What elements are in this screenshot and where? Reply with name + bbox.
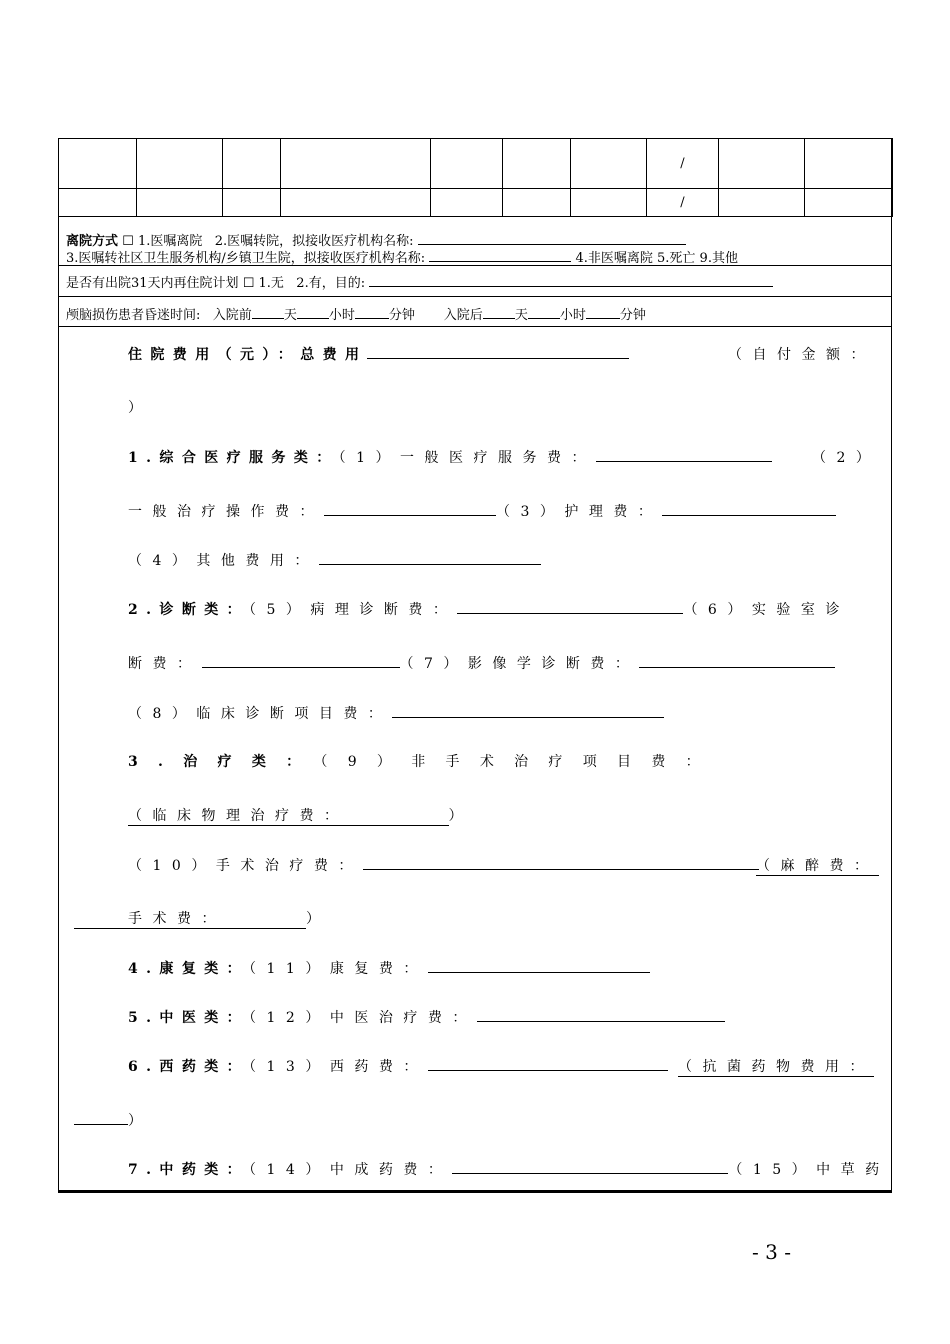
readmit-purpose-field[interactable]	[369, 286, 773, 287]
item3-label: （3）护理费：	[496, 504, 663, 520]
discharge-line-2	[66, 247, 738, 266]
item12-field[interactable]	[477, 1021, 725, 1022]
anesthesia-label: （麻醉费：	[756, 855, 879, 876]
item9-sub-close: ）	[448, 808, 473, 824]
coma-after-label: 入院后	[443, 308, 483, 323]
table-cell[interactable]	[59, 139, 137, 189]
table-cell[interactable]	[137, 189, 223, 217]
fee-cat2-line	[128, 599, 850, 619]
item2-label-a: （2）	[812, 450, 881, 466]
unit-day: 天	[514, 308, 528, 323]
fee-item2-line	[128, 501, 836, 521]
table-cell[interactable]	[719, 139, 805, 189]
table-cell[interactable]	[571, 139, 647, 189]
item13-field[interactable]	[428, 1070, 668, 1071]
item3-field[interactable]	[662, 515, 836, 516]
item12-label: （12）中医治疗费：	[249, 1010, 477, 1026]
coma-line	[66, 304, 646, 323]
divider	[58, 326, 892, 327]
discharge-opt4: 4.非医嘱离院	[575, 251, 653, 266]
coma-before-label: 入院前	[212, 308, 252, 323]
discharge-checkbox[interactable]: ☐	[122, 234, 134, 249]
fee-cat4-line	[128, 958, 650, 978]
table-cell-slash[interactable]	[647, 189, 719, 217]
item1-label: （1）一般医疗服务费：	[338, 450, 597, 466]
table-cell[interactable]	[137, 139, 223, 189]
readmit-checkbox[interactable]: ☐	[242, 276, 255, 291]
cat4-label: 4.康复类：	[128, 961, 250, 977]
item14-field[interactable]	[452, 1173, 728, 1174]
item8-label: （8）临床诊断项目费：	[128, 706, 393, 722]
fee-title: 住院费用（元）：	[128, 347, 301, 363]
table-cell[interactable]	[223, 189, 281, 217]
fee-cat3-line	[128, 751, 720, 771]
discharge-opt2: 2.医嘱转院，拟接收医疗机构名称:	[214, 234, 414, 249]
item4-field[interactable]	[319, 564, 541, 565]
readmit-opt2: 2.有，目的:	[296, 276, 366, 291]
table-cell[interactable]	[223, 139, 281, 189]
item5-label: （5）病理诊断费：	[249, 602, 458, 618]
antibiotic-fee-label: （抗菌药物费用：	[678, 1056, 874, 1077]
readmit-line	[66, 272, 773, 291]
item11-label: （11）康复费：	[249, 961, 428, 977]
table-cell[interactable]	[59, 189, 137, 217]
item7-field[interactable]	[639, 667, 835, 668]
fee-cat1-line	[128, 447, 772, 467]
cat5-label: 5.中医类：	[128, 1010, 250, 1026]
coma-after-hour-field[interactable]	[528, 318, 560, 319]
fee-item4-line	[128, 550, 541, 570]
divider	[58, 296, 892, 297]
table-cell[interactable]	[431, 139, 503, 189]
fee-item8-line	[128, 703, 664, 723]
surgery-fee-underline	[74, 908, 306, 929]
item10-sub-a	[756, 855, 879, 876]
page-number: - 3 -	[752, 1240, 791, 1264]
fee-item9sub-line	[128, 805, 473, 826]
coma-before-day-field[interactable]	[252, 318, 284, 319]
table-cell[interactable]	[281, 139, 431, 189]
total-fee-field[interactable]	[367, 358, 629, 359]
item10-sub-close: ）	[306, 911, 331, 927]
readmit-opt1: 1.无	[258, 276, 284, 291]
discharge-opt1: 1.医嘱离院	[137, 234, 203, 249]
coma-after-day-field[interactable]	[483, 318, 515, 319]
slash-text: /	[680, 156, 685, 171]
table-cell[interactable]	[805, 189, 893, 217]
table-cell[interactable]	[571, 189, 647, 217]
item13-label: （13）西药费：	[249, 1059, 428, 1075]
item9-label: （9）非手术治疗项目费：	[320, 754, 720, 770]
fee-total-label: 总费用	[300, 347, 368, 363]
item6-field[interactable]	[202, 667, 400, 668]
cat2-label: 2.诊断类：	[128, 602, 250, 618]
unit-minute: 分钟	[619, 308, 646, 323]
selfpay-close: ）	[128, 400, 153, 416]
transfer-hospital-field[interactable]	[418, 244, 686, 245]
fee-cat6-line	[128, 1056, 668, 1076]
item9-sub-text: （临床物理治疗费：	[128, 808, 349, 824]
table-cell[interactable]	[503, 139, 571, 189]
item15-label: （15）中草药	[728, 1162, 890, 1178]
cat6-label: 6.西药类：	[128, 1059, 250, 1075]
unit-hour: 小时	[328, 308, 355, 323]
item9-sub-label	[128, 805, 449, 826]
fee-item10sub-line	[74, 908, 331, 929]
item2-field[interactable]	[324, 515, 496, 516]
table-cell[interactable]	[805, 139, 893, 189]
table-row	[59, 139, 893, 189]
item1-field[interactable]	[596, 461, 772, 462]
cat1-label: 1.综合医疗服务类：	[128, 450, 339, 466]
coma-label: 颅脑损伤患者昏迷时间:	[66, 308, 201, 323]
diagnosis-table	[58, 138, 893, 217]
selfpay-label: （自付金额：	[728, 347, 875, 363]
fee-cat7-line	[128, 1159, 890, 1179]
item7-label: （7）影像学诊断费：	[399, 656, 640, 672]
antibiotic-fee-field[interactable]	[74, 1124, 128, 1125]
item4-label: （4）其他费用：	[128, 553, 319, 569]
cat7-label: 7.中药类：	[128, 1162, 250, 1178]
item10-field[interactable]	[363, 869, 759, 870]
discharge-opt3: 3.医嘱转社区卫生服务机构/乡镇卫生院，拟接收医疗机构名称:	[66, 251, 426, 266]
fee-cat5-line	[128, 1007, 725, 1027]
item10-label: （10）手术治疗费：	[128, 858, 363, 874]
discharge-label: 离院方式	[66, 234, 119, 249]
item11-field[interactable]	[428, 972, 650, 973]
table-cell[interactable]	[719, 189, 805, 217]
unit-day: 天	[283, 308, 297, 323]
fee-item13sub-line	[74, 1110, 153, 1130]
fee-item6-line	[128, 653, 835, 673]
table-row	[59, 189, 893, 217]
table-cell-slash[interactable]	[647, 139, 719, 189]
community-facility-field[interactable]	[429, 261, 571, 262]
divider	[58, 265, 892, 266]
surgery-fee-label: 手术费：	[128, 911, 226, 927]
table-cell[interactable]	[503, 189, 571, 217]
discharge-opt9: 9.其他	[699, 251, 738, 266]
table-cell[interactable]	[281, 189, 431, 217]
coma-before-hour-field[interactable]	[297, 318, 329, 319]
item2-label-b: 一般治疗操作费：	[128, 504, 324, 520]
fee-total-line	[128, 344, 629, 364]
item6-label-b: 断费：	[128, 656, 202, 672]
cat3-label: 3.治疗类：	[128, 754, 321, 770]
unit-minute: 分钟	[388, 308, 415, 323]
slash-text: /	[680, 195, 685, 210]
item14-label: （14）中成药费：	[249, 1162, 453, 1178]
item13-sub	[678, 1056, 874, 1077]
discharge-opt5: 5.死亡	[657, 251, 696, 266]
item6-label-a: （6）实验室诊	[683, 602, 850, 618]
item8-field[interactable]	[392, 717, 664, 718]
table-cell[interactable]	[431, 189, 503, 217]
fee-item10-line	[128, 855, 759, 875]
item5-field[interactable]	[457, 613, 683, 614]
item13-sub-close: ）	[128, 1113, 153, 1129]
coma-before-minute-field[interactable]	[355, 318, 389, 319]
coma-after-minute-field[interactable]	[586, 318, 620, 319]
readmit-label: 是否有出院31天内再住院计划	[66, 276, 239, 291]
unit-hour: 小时	[559, 308, 586, 323]
